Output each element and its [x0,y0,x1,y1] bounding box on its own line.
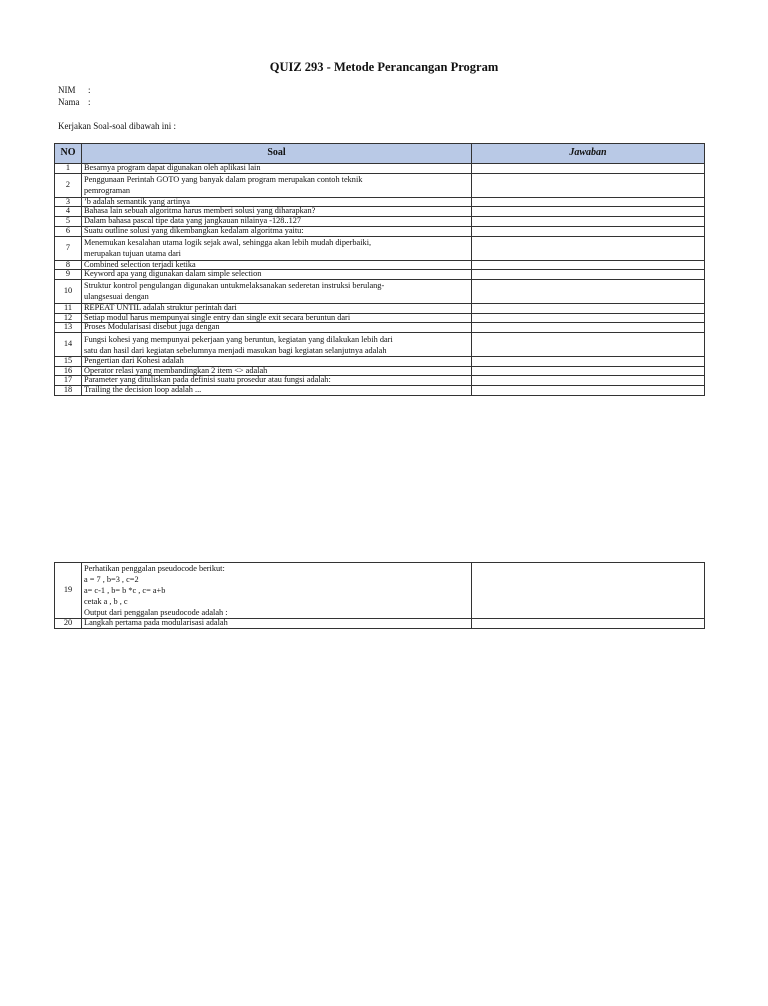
row-soal: Pengertian dari Kohesi adalah [82,357,472,367]
table-row [55,270,705,280]
row-soal: Bahasa lain sebuah algoritma harus memberi solusi yang diharapkan? [82,207,472,217]
table-row [55,333,705,357]
answer-cell[interactable] [472,173,705,197]
table-row [55,236,705,260]
row-no: 17 [55,376,82,386]
row-soal: Trailing the decision loop adalah ... [82,386,472,396]
nama-label: Nama [58,97,80,107]
instruction-text: Kerjakan Soal-soal dibawah ini : [58,121,176,131]
header-soal: Soal [82,144,472,164]
soal-line: Fungsi kohesi yang mempunyai pekerjaan yang beruntun, kegiatan yang dilakukan lebih dari [84,334,393,344]
row-no: 3 [55,197,82,207]
nim-separator: : [88,85,91,95]
quiz-table-continued [54,562,705,629]
row-no: 18 [55,386,82,396]
soal-line: merupakan tujuan utama dari [84,249,181,259]
table-row [55,323,705,333]
answer-cell[interactable] [472,563,705,619]
row-soal [82,333,472,357]
table-row [55,357,705,367]
nama-separator: : [88,97,91,107]
row-no: 19 [55,563,82,619]
nim-label: NIM [58,85,76,95]
table-row [55,197,705,207]
table-row [55,207,705,217]
row-soal [82,173,472,197]
row-no: 6 [55,226,82,236]
soal-line: a= c-1 , b= b *c , c= a+b [84,586,166,595]
row-soal: Besarnya program dapat digunakan oleh aplikasi lain [82,164,472,174]
answer-cell[interactable] [472,279,705,303]
row-soal: REPEAT UNTIL adalah struktur perintah dari [82,303,472,313]
soal-line: Menemukan kesalahan utama logik sejak awal, sehingga akan lebih mudah diperbaiki, [84,238,372,248]
row-soal: Dalam bahasa pascal tipe data yang jangkauan nilainya -128..127 [82,217,472,227]
answer-cell[interactable] [472,323,705,333]
row-no: 5 [55,217,82,227]
soal-line: Perhatikan penggalan pseudocode berikut: [84,564,225,573]
answer-cell[interactable] [472,376,705,386]
row-soal: Operator relasi yang membandingkan 2 item <> adalah [82,366,472,376]
answer-cell[interactable] [472,197,705,207]
table-row [55,260,705,270]
row-no: 20 [55,619,82,629]
answer-cell[interactable] [472,260,705,270]
table-row [55,366,705,376]
row-soal: Combined selection terjadi ketika [82,260,472,270]
row-soal: Parameter yang dituliskan pada definisi suatu prosedur atau fungsi adalah: [82,376,472,386]
answer-cell[interactable] [472,303,705,313]
table-row [55,313,705,323]
table-row [55,376,705,386]
row-no: 8 [55,260,82,270]
row-soal [82,236,472,260]
answer-cell[interactable] [472,270,705,280]
answer-cell[interactable] [472,207,705,217]
row-no: 14 [55,333,82,357]
header-no: NO [55,144,82,164]
table-row [55,386,705,396]
row-no: 9 [55,270,82,280]
soal-line: Penggunaan Perintah GOTO yang banyak dalam program merupakan contoh teknik [84,175,363,185]
soal-line: cetak a , b , c [84,597,128,606]
nim-field [58,85,91,95]
answer-cell[interactable] [472,226,705,236]
answer-cell[interactable] [472,236,705,260]
row-no: 15 [55,357,82,367]
answer-cell[interactable] [472,164,705,174]
row-soal: Keyword apa yang digunakan dalam simple selection [82,270,472,280]
soal-line: ulangsesuai dengan [84,292,149,302]
soal-line: Struktur kontrol pengulangan digunakan untukmelaksanakan sederetan instruksi berulang- [84,281,385,291]
header-jawaban: Jawaban [472,144,705,164]
row-soal: Setiap modul harus mempunyai single entry dan single exit secara beruntun dari [82,313,472,323]
table-row [55,173,705,197]
nama-field [58,97,91,107]
answer-cell[interactable] [472,333,705,357]
row-no: 2 [55,173,82,197]
row-soal: Suatu outline solusi yang dikembangkan kedalam algoritma yaitu: [82,226,472,236]
table-row [55,303,705,313]
soal-line: satu dan hasil dari kegiatan sebelumnya menjadi masukan bagi kegiatan selanjutnya adalah [84,345,387,355]
row-no: 11 [55,303,82,313]
row-soal [82,563,472,619]
row-soal: Langkah pertama pada modularisasi adalah [82,619,472,629]
page-title: QUIZ 293 - Metode Perancangan Program [269,60,499,74]
row-no: 7 [55,236,82,260]
answer-cell[interactable] [472,217,705,227]
row-no: 10 [55,279,82,303]
soal-line: pemrograman [84,186,131,196]
table-row [55,217,705,227]
table-header-row [55,144,705,164]
quiz-table [54,143,705,396]
row-soal: Proses Modularisasi disebut juga dengan [82,323,472,333]
answer-cell[interactable] [472,386,705,396]
table-row [55,279,705,303]
row-no: 4 [55,207,82,217]
answer-cell[interactable] [472,313,705,323]
answer-cell[interactable] [472,366,705,376]
answer-cell[interactable] [472,619,705,629]
soal-line: a = 7 , b=3 , c=2 [84,575,139,584]
table-row [55,164,705,174]
table-row [55,226,705,236]
row-no: 12 [55,313,82,323]
row-no: 16 [55,366,82,376]
table-row [55,619,705,629]
row-soal [82,279,472,303]
table-row [55,563,705,619]
answer-cell[interactable] [472,357,705,367]
row-soal: ’b adalah semantik yang artinya [82,197,472,207]
row-no: 13 [55,323,82,333]
row-no: 1 [55,164,82,174]
soal-line: Output dari penggalan pseudocode adalah : [84,608,228,617]
